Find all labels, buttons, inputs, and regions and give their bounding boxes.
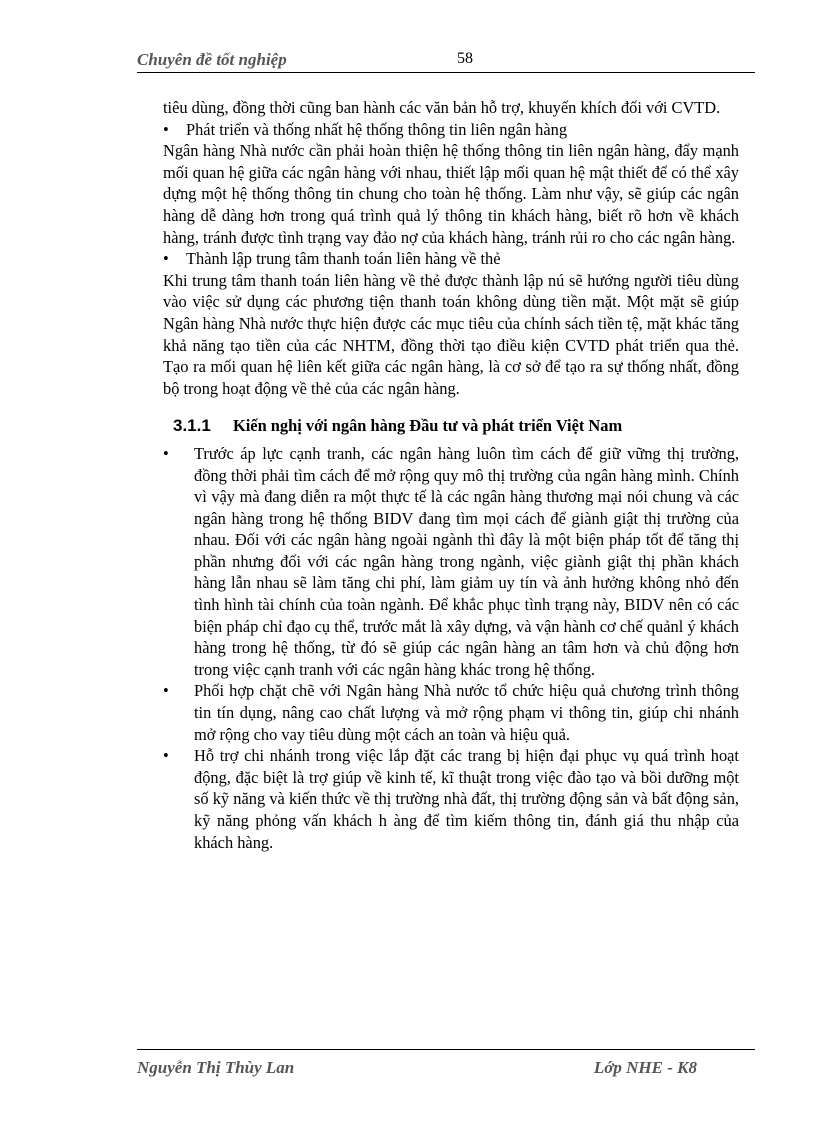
section-bullet: • Hỗ trợ chi nhánh trong việc lắp đặt các trang bị hiện đại phục vụ quá trình hoạt động, đặc biệt là trợ giúp về kinh tế, kĩ thuật trong việc đào tạo và bồi dưỡng một số kỹ năng và kiến thức về thị trường nhà đất, thị trường động sản và bất động sản, kỹ năng phỏng vấn khách h àng để tìm kiếm thông tin, đánh giá thu nhập của khách hàng. [163,745,739,853]
section-title: Kiến nghị với ngân hàng Đầu tư và phát triển Việt Nam [233,416,623,436]
section-bullet: • Phối hợp chặt chẽ với Ngân hàng Nhà nước tổ chức hiệu quả chương trình thông tin tín dụng, nâng cao chất lượng và mở rộng phạm vi thông tin, giúp chi nhánh mở rộng cho vay tiêu dùng một cách an toàn và hiệu quả. [163,680,739,745]
header-title: Chuyên đề tốt nghiệp [137,50,287,69]
section-bullet: • Trước áp lực cạnh tranh, các ngân hàng luôn tìm cách để giữ vững thị trường, đồng thời phải tìm cách để mở rộng quy mô thị trường của ngân hàng mình. Chính vì vậy mà đang diễn ra một thực tế là các ngân hàng thương mại nói chung và các ngân hàng trong hệ thống BIDV đang tìm mọi cách để giành giật thị trường của nhau. Đối với các ngân hàng ngoài ngành thì đây là một biện pháp tốt để tăng thị phần nhưng đối với các ngân hàng trong ngành, việc giành giật thị phần khách hàng lẫn nhau sẽ làm tăng chi phí, làm giảm uy tín và ảnh hưởng không nhỏ đến tình hình tài chính của toàn ngành. Để khắc phục tình trạng này, BIDV nên có các biện pháp chỉ đạo cụ thể, trước mắt là xây dựng, và vận hành cơ chế quảnl ý khách hàng trong hệ thống, từ đó sẽ giúp các ngân hàng an tâm hơn và chủ động hơn trong việc cạnh tranh với các ngân hàng khác trong hệ thống. [163,443,739,681]
bullet-item: • Phát triển và thống nhất hệ thống thông tin liên ngân hàng [163,119,739,141]
section-heading [173,415,739,437]
section-number: 3.1.1 [173,416,211,436]
page-header [137,48,755,73]
bullet-item: • Thành lập trung tâm thanh toán liên hàng về thẻ [163,248,739,270]
page-number: 58 [457,50,473,67]
page-body [163,97,739,853]
page-footer [137,1049,755,1077]
intro-paragraph: tiêu dùng, đồng thời cũng ban hành các văn bản hỗ trợ, khuyến khích đối với CVTD. [163,98,721,117]
body-paragraph: Ngân hàng Nhà nước cần phải hoàn thiện hệ thống thông tin liên ngân hàng, đẩy mạnh mối quan hệ giữa các ngân hàng với nhau, thiết lập mối quan hệ mật thiết để có thể xây dựng một hệ thống thông tin chung cho toàn hệ thống. Làm như vậy, sẽ giúp các ngân hàng dễ dàng hơn trong quá trình quả lý thông tin khách hàng, biết rõ hơn về khách hàng, tránh được tình trạng vay đảo nợ của khách hàng, tránh rủi ro cho các ngân hàng. [163,141,739,247]
footer-author: Nguyễn Thị Thùy Lan [137,1058,295,1077]
footer-class: Lớp NHE - K8 [593,1058,697,1077]
body-paragraph: Khi trung tâm thanh toán liên hàng về thẻ được thành lập nú sẽ hướng người tiêu dùng vào việc sử dụng các phương tiện thanh toán không dùng tiền mặt. Một mặt sẽ giúp Ngân hàng Nhà nước thực hiện được các mục tiêu của chính sách tiền tệ, mặt khác tăng khả năng tạo tiền của các NHTM, đồng thời tạo điều kiện CVTD phát triển qua thẻ. Tạo ra mối quan hệ liên kết giữa các ngân hàng, là cơ sở để tạo ra sự thống nhất, đồng bộ trong hoạt động về thẻ của các ngân hàng. [163,270,739,398]
